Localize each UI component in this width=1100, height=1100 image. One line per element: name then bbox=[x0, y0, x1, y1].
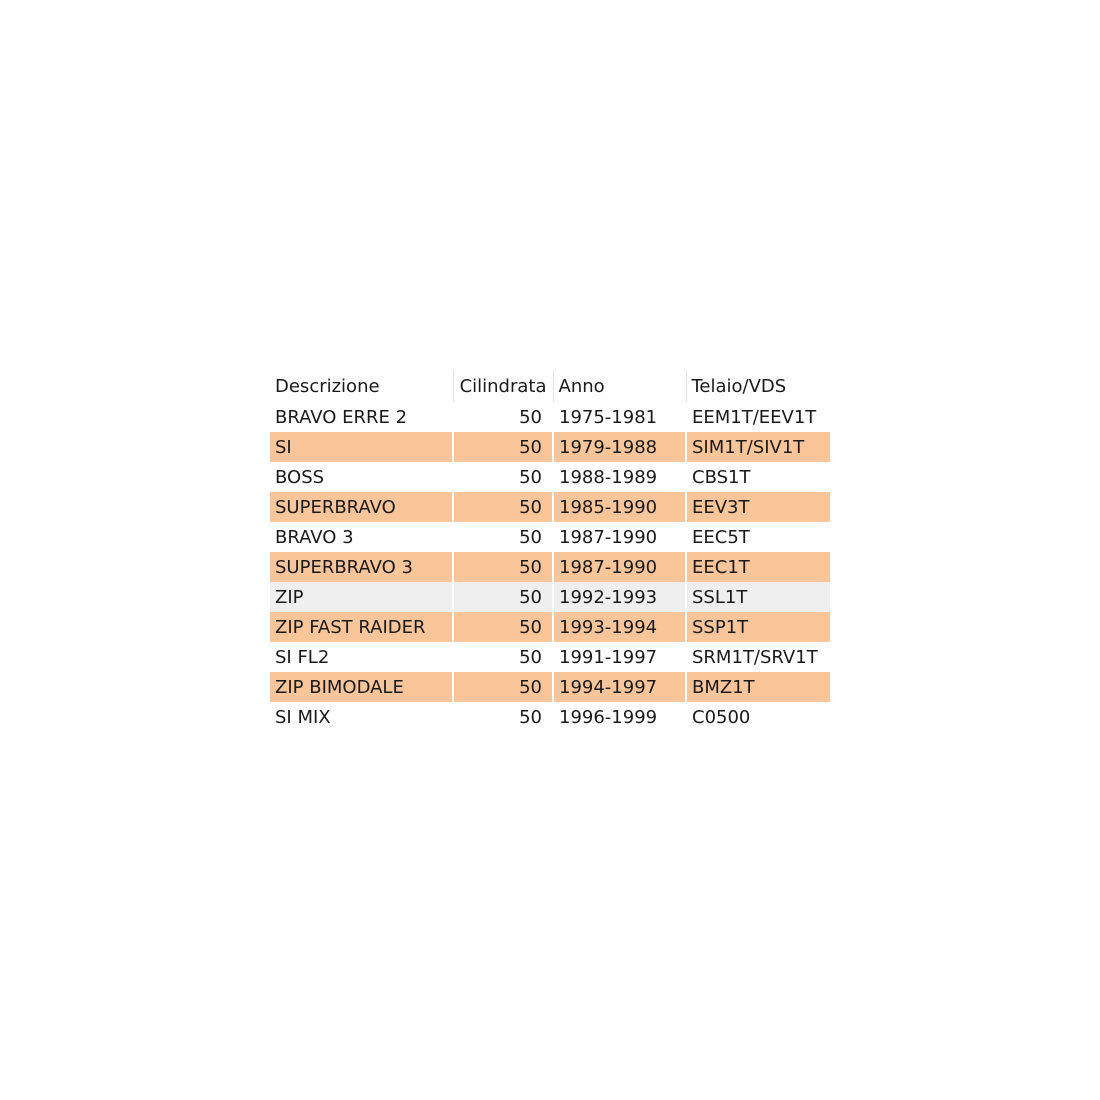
cell-telaio: EEC1T bbox=[686, 552, 830, 582]
header-anno: Anno bbox=[553, 370, 686, 402]
cell-cilindrata: 50 bbox=[453, 642, 553, 672]
cell-cilindrata: 50 bbox=[453, 492, 553, 522]
cell-descrizione: BRAVO ERRE 2 bbox=[270, 402, 453, 432]
cell-anno: 1979-1988 bbox=[553, 432, 686, 462]
cell-cilindrata: 50 bbox=[453, 432, 553, 462]
cell-anno: 1993-1994 bbox=[553, 612, 686, 642]
cell-anno: 1987-1990 bbox=[553, 552, 686, 582]
table-row bbox=[270, 642, 830, 672]
cell-descrizione: SUPERBRAVO 3 bbox=[270, 552, 453, 582]
cell-descrizione: ZIP BIMODALE bbox=[270, 672, 453, 702]
table-row bbox=[270, 492, 830, 522]
cell-cilindrata: 50 bbox=[453, 582, 553, 612]
cell-telaio: CBS1T bbox=[686, 462, 830, 492]
cell-anno: 1975-1981 bbox=[553, 402, 686, 432]
cell-telaio: SSL1T bbox=[686, 582, 830, 612]
table-body bbox=[270, 402, 830, 732]
models-table-container bbox=[270, 370, 830, 732]
cell-cilindrata: 50 bbox=[453, 522, 553, 552]
models-table bbox=[270, 370, 830, 732]
header-cilindrata: Cilindrata bbox=[453, 370, 553, 402]
cell-telaio: SSP1T bbox=[686, 612, 830, 642]
header-descrizione: Descrizione bbox=[270, 370, 453, 402]
cell-cilindrata: 50 bbox=[453, 702, 553, 732]
cell-cilindrata: 50 bbox=[453, 672, 553, 702]
cell-telaio: SRM1T/SRV1T bbox=[686, 642, 830, 672]
table-row bbox=[270, 402, 830, 432]
cell-descrizione: ZIP bbox=[270, 582, 453, 612]
cell-anno: 1991-1997 bbox=[553, 642, 686, 672]
cell-telaio: BMZ1T bbox=[686, 672, 830, 702]
table-row bbox=[270, 612, 830, 642]
table-row bbox=[270, 552, 830, 582]
table-row bbox=[270, 672, 830, 702]
cell-anno: 1992-1993 bbox=[553, 582, 686, 612]
cell-anno: 1996-1999 bbox=[553, 702, 686, 732]
cell-telaio: EEV3T bbox=[686, 492, 830, 522]
cell-descrizione: BRAVO 3 bbox=[270, 522, 453, 552]
cell-cilindrata: 50 bbox=[453, 612, 553, 642]
cell-anno: 1988-1989 bbox=[553, 462, 686, 492]
cell-anno: 1994-1997 bbox=[553, 672, 686, 702]
cell-descrizione: SI bbox=[270, 432, 453, 462]
table-row bbox=[270, 702, 830, 732]
cell-descrizione: SI MIX bbox=[270, 702, 453, 732]
cell-telaio: SIM1T/SIV1T bbox=[686, 432, 830, 462]
cell-anno: 1985-1990 bbox=[553, 492, 686, 522]
cell-anno: 1987-1990 bbox=[553, 522, 686, 552]
cell-descrizione: BOSS bbox=[270, 462, 453, 492]
table-row bbox=[270, 522, 830, 552]
cell-descrizione: SUPERBRAVO bbox=[270, 492, 453, 522]
table-header-row bbox=[270, 370, 830, 402]
table-row bbox=[270, 432, 830, 462]
header-telaio: Telaio/VDS bbox=[691, 375, 787, 397]
cell-telaio: EEC5T bbox=[686, 522, 830, 552]
table-row bbox=[270, 582, 830, 612]
cell-descrizione: SI FL2 bbox=[270, 642, 453, 672]
cell-telaio: EEM1T/EEV1T bbox=[686, 402, 830, 432]
table-row bbox=[270, 462, 830, 492]
cell-cilindrata: 50 bbox=[453, 402, 553, 432]
cell-descrizione: ZIP FAST RAIDER bbox=[270, 612, 453, 642]
cell-cilindrata: 50 bbox=[453, 552, 553, 582]
cell-cilindrata: 50 bbox=[453, 462, 553, 492]
cell-telaio: C0500 bbox=[686, 702, 830, 732]
